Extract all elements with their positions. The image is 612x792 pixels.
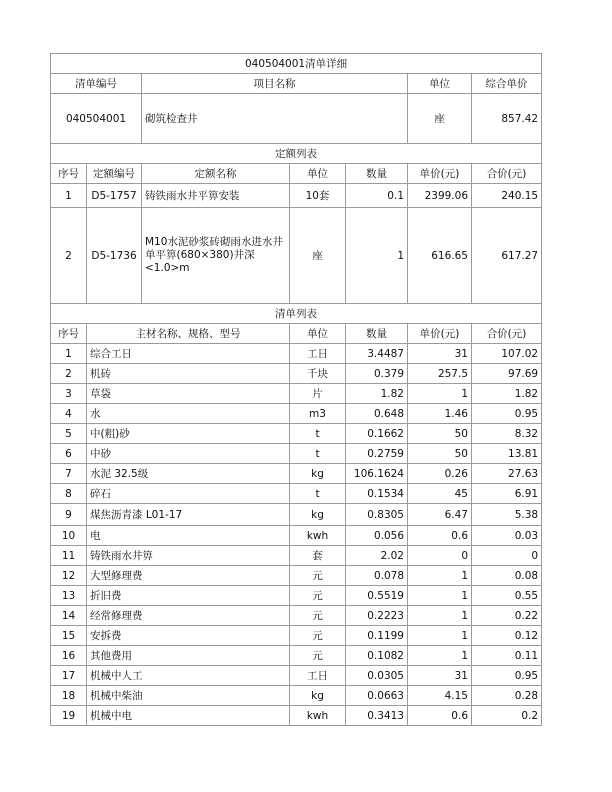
- material-name: 电: [87, 526, 290, 546]
- material-name: 经常修理费: [87, 606, 290, 626]
- material-unit: kwh: [290, 706, 346, 726]
- material-qty: 0.056: [346, 526, 408, 546]
- material-qty: 106.1624: [346, 464, 408, 484]
- quota-unit: 10套: [290, 184, 346, 208]
- material-total: 0.95: [472, 404, 542, 424]
- material-unit: 元: [290, 586, 346, 606]
- material-row: [51, 344, 542, 364]
- material-name: 其他费用: [87, 646, 290, 666]
- quota-code: D5-1757: [87, 184, 142, 208]
- material-name: 水泥 32.5级: [87, 464, 290, 484]
- material-price: 31: [408, 344, 472, 364]
- material-unit: 元: [290, 646, 346, 666]
- material-name: 大型修理费: [87, 566, 290, 586]
- quota-total: 617.27: [472, 208, 542, 304]
- material-price: 1: [408, 586, 472, 606]
- material-qty: 0.1199: [346, 626, 408, 646]
- material-price: 1: [408, 646, 472, 666]
- material-total: 0: [472, 546, 542, 566]
- material-seq: 4: [51, 404, 87, 424]
- material-qty: 0.0663: [346, 686, 408, 706]
- material-header-row: [51, 324, 542, 344]
- material-header-qty: 数量: [346, 324, 408, 344]
- quota-seq: 2: [51, 208, 87, 304]
- material-seq: 16: [51, 646, 87, 666]
- material-seq: 17: [51, 666, 87, 686]
- material-qty: 0.2759: [346, 444, 408, 464]
- quota-seq: 1: [51, 184, 87, 208]
- material-unit: 工日: [290, 344, 346, 364]
- quota-header-seq: 序号: [51, 164, 87, 184]
- material-unit: 元: [290, 606, 346, 626]
- material-unit: kg: [290, 686, 346, 706]
- material-total: 13.81: [472, 444, 542, 464]
- header-code: 清单编号: [51, 74, 142, 94]
- material-price: 1: [408, 626, 472, 646]
- material-name: 铸铁雨水井箅: [87, 546, 290, 566]
- material-header-total: 合价(元): [472, 324, 542, 344]
- quota-price: 2399.06: [408, 184, 472, 208]
- quota-header-code: 定额编号: [87, 164, 142, 184]
- material-seq: 12: [51, 566, 87, 586]
- material-name: 机械中电: [87, 706, 290, 726]
- material-total: 5.38: [472, 504, 542, 526]
- bill-detail-table: [50, 53, 542, 726]
- material-unit: kwh: [290, 526, 346, 546]
- table-title: 040504001清单详细: [51, 54, 542, 74]
- quota-qty: 1: [346, 208, 408, 304]
- material-total: 0.28: [472, 686, 542, 706]
- material-total: 0.12: [472, 626, 542, 646]
- material-total: 0.55: [472, 586, 542, 606]
- material-total: 0.95: [472, 666, 542, 686]
- material-seq: 6: [51, 444, 87, 464]
- material-qty: 2.02: [346, 546, 408, 566]
- quota-total: 240.15: [472, 184, 542, 208]
- material-row: [51, 646, 542, 666]
- material-qty: 0.2223: [346, 606, 408, 626]
- material-unit: m3: [290, 404, 346, 424]
- material-total: 6.91: [472, 484, 542, 504]
- material-header-name: 主材名称、规格、型号: [87, 324, 290, 344]
- quota-qty: 0.1: [346, 184, 408, 208]
- material-seq: 7: [51, 464, 87, 484]
- material-total: 27.63: [472, 464, 542, 484]
- material-header-unit: 单位: [290, 324, 346, 344]
- material-seq: 11: [51, 546, 87, 566]
- material-qty: 1.82: [346, 384, 408, 404]
- material-seq: 19: [51, 706, 87, 726]
- material-price: 4.15: [408, 686, 472, 706]
- material-qty: 0.1662: [346, 424, 408, 444]
- material-row: [51, 706, 542, 726]
- material-price: 257.5: [408, 364, 472, 384]
- material-price: 50: [408, 444, 472, 464]
- material-row: [51, 686, 542, 706]
- material-name: 草袋: [87, 384, 290, 404]
- header-name: 项目名称: [142, 74, 408, 94]
- material-name: 折旧费: [87, 586, 290, 606]
- material-seq: 2: [51, 364, 87, 384]
- material-price: 50: [408, 424, 472, 444]
- material-row: [51, 666, 542, 686]
- material-price: 1.46: [408, 404, 472, 424]
- material-seq: 9: [51, 504, 87, 526]
- material-row: [51, 626, 542, 646]
- material-name: 碎石: [87, 484, 290, 504]
- material-row: [51, 464, 542, 484]
- material-name: 中砂: [87, 444, 290, 464]
- material-row: [51, 384, 542, 404]
- material-unit: 套: [290, 546, 346, 566]
- quota-name: M10水泥砂浆砖砌雨水进水井单平箅(680×380)井深<1.0>m: [142, 208, 290, 304]
- quota-header-qty: 数量: [346, 164, 408, 184]
- material-seq: 10: [51, 526, 87, 546]
- material-price: 1: [408, 384, 472, 404]
- quota-header-row: [51, 164, 542, 184]
- material-name: 煤焦沥青漆 L01-17: [87, 504, 290, 526]
- header-row: [51, 74, 542, 94]
- material-qty: 3.4487: [346, 344, 408, 364]
- material-qty: 0.648: [346, 404, 408, 424]
- material-name: 水: [87, 404, 290, 424]
- material-row: [51, 424, 542, 444]
- material-price: 31: [408, 666, 472, 686]
- material-unit: kg: [290, 504, 346, 526]
- material-row: [51, 364, 542, 384]
- quota-row: [51, 184, 542, 208]
- material-seq: 5: [51, 424, 87, 444]
- material-header-seq: 序号: [51, 324, 87, 344]
- material-qty: 0.1082: [346, 646, 408, 666]
- material-section-title: 清单列表: [51, 304, 542, 324]
- material-seq: 14: [51, 606, 87, 626]
- material-qty: 0.1534: [346, 484, 408, 504]
- material-row: [51, 484, 542, 504]
- material-qty: 0.5519: [346, 586, 408, 606]
- quota-header-total: 合价(元): [472, 164, 542, 184]
- material-price: 0.6: [408, 526, 472, 546]
- material-price: 1: [408, 566, 472, 586]
- material-name: 中(粗)砂: [87, 424, 290, 444]
- material-price: 6.47: [408, 504, 472, 526]
- material-seq: 3: [51, 384, 87, 404]
- quota-header-name: 定额名称: [142, 164, 290, 184]
- material-price: 45: [408, 484, 472, 504]
- quota-unit: 座: [290, 208, 346, 304]
- quota-header-unit: 单位: [290, 164, 346, 184]
- material-total: 0.11: [472, 646, 542, 666]
- material-unit: t: [290, 424, 346, 444]
- material-price: 1: [408, 606, 472, 626]
- material-total: 0.03: [472, 526, 542, 546]
- material-total: 1.82: [472, 384, 542, 404]
- material-name: 安拆费: [87, 626, 290, 646]
- material-price: 0.26: [408, 464, 472, 484]
- quota-code: D5-1736: [87, 208, 142, 304]
- material-total: 97.69: [472, 364, 542, 384]
- material-seq: 15: [51, 626, 87, 646]
- material-seq: 18: [51, 686, 87, 706]
- material-seq: 1: [51, 344, 87, 364]
- material-total: 8.32: [472, 424, 542, 444]
- material-row: [51, 526, 542, 546]
- material-total: 0.08: [472, 566, 542, 586]
- material-name: 机械中人工: [87, 666, 290, 686]
- material-qty: 0.8305: [346, 504, 408, 526]
- material-total: 0.22: [472, 606, 542, 626]
- header-unit: 单位: [408, 74, 472, 94]
- material-row: [51, 606, 542, 626]
- material-total: 0.2: [472, 706, 542, 726]
- material-unit: 片: [290, 384, 346, 404]
- quota-name: 铸铁雨水井平箅安装: [142, 184, 290, 208]
- material-name: 综合工日: [87, 344, 290, 364]
- material-qty: 0.0305: [346, 666, 408, 686]
- material-row: [51, 566, 542, 586]
- material-row: [51, 504, 542, 526]
- quota-header-price: 单价(元): [408, 164, 472, 184]
- item-row: [51, 94, 542, 144]
- item-price: 857.42: [472, 94, 542, 144]
- material-unit: 千块: [290, 364, 346, 384]
- material-unit: 工日: [290, 666, 346, 686]
- material-seq: 13: [51, 586, 87, 606]
- material-unit: t: [290, 484, 346, 504]
- item-unit: 座: [408, 94, 472, 144]
- material-price: 0: [408, 546, 472, 566]
- material-name: 机砖: [87, 364, 290, 384]
- quota-price: 616.65: [408, 208, 472, 304]
- item-code: 040504001: [51, 94, 142, 144]
- material-total: 107.02: [472, 344, 542, 364]
- item-name: 砌筑检查井: [142, 94, 408, 144]
- material-row: [51, 444, 542, 464]
- material-row: [51, 546, 542, 566]
- material-unit: kg: [290, 464, 346, 484]
- material-row: [51, 404, 542, 424]
- material-qty: 0.078: [346, 566, 408, 586]
- quota-section-title: 定额列表: [51, 144, 542, 164]
- material-unit: 元: [290, 566, 346, 586]
- material-unit: 元: [290, 626, 346, 646]
- material-seq: 8: [51, 484, 87, 504]
- material-price: 0.6: [408, 706, 472, 726]
- material-header-price: 单价(元): [408, 324, 472, 344]
- material-qty: 0.3413: [346, 706, 408, 726]
- material-unit: t: [290, 444, 346, 464]
- material-name: 机械中柴油: [87, 686, 290, 706]
- quota-row: [51, 208, 542, 304]
- material-qty: 0.379: [346, 364, 408, 384]
- material-row: [51, 586, 542, 606]
- header-price: 综合单价: [472, 74, 542, 94]
